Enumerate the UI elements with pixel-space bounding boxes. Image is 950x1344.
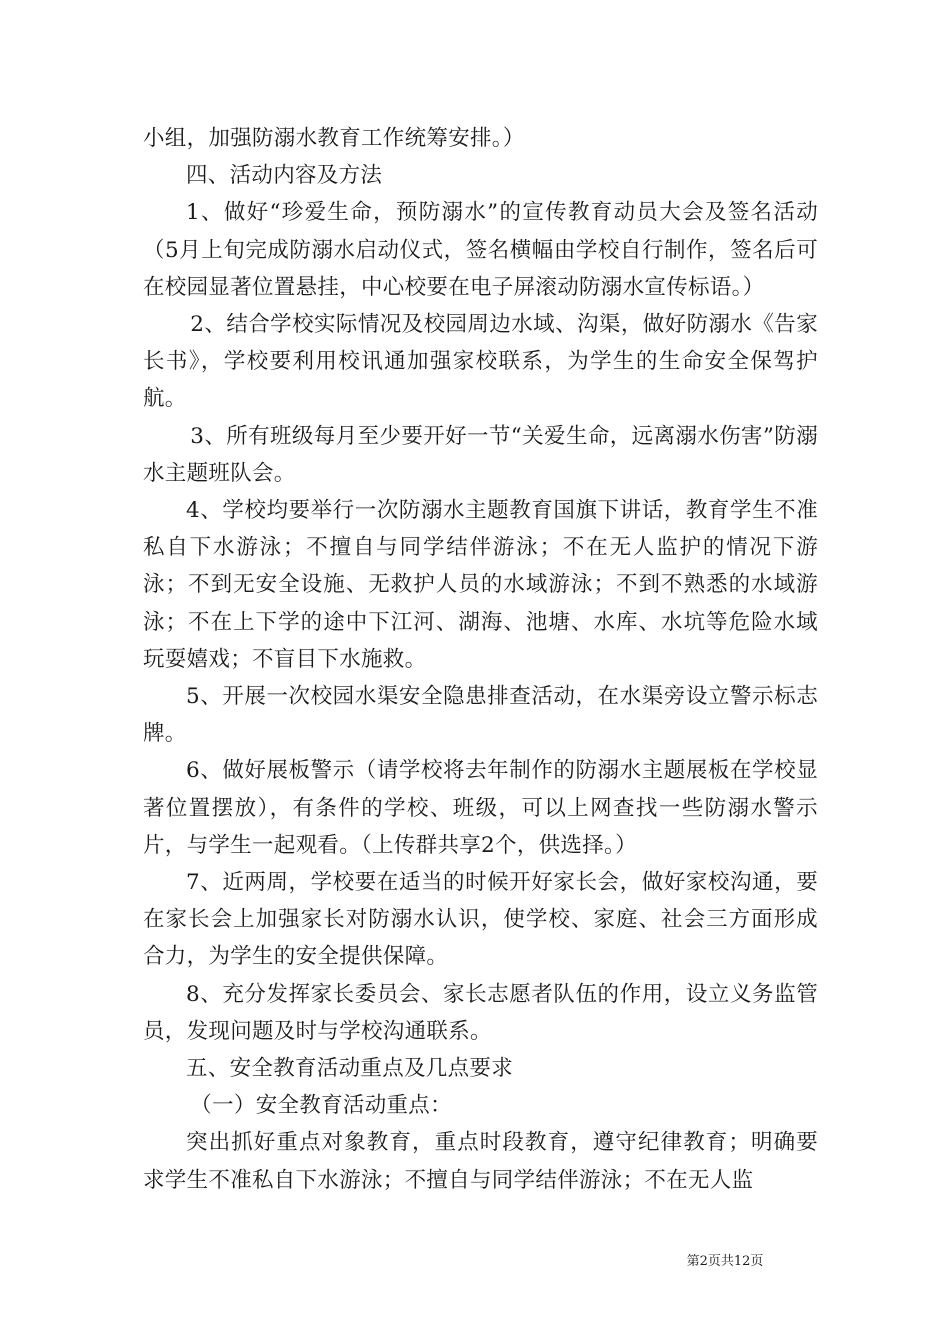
list-item-5: 5、开展一次校园水渠安全隐患排查活动，在水渠旁设立警示标志牌。 <box>143 684 818 747</box>
section-heading-four: 四、活动内容及方法 <box>186 163 383 189</box>
list-item-3: 3、所有班级每月至少要开好一节“关爱生命，远离溺水伤害”防溺水主题班队会。 <box>143 423 818 486</box>
subsection-heading-one: （一）安全教育活动重点： <box>190 1093 452 1119</box>
list-item-6: 6、做好展板警示（请学校将去年制作的防溺水主题展板在学校显著位置摆放），有条件的学校、班级，可以上网查找一些防溺水警示片，与学生一起观看。（上传群共享2个，供选择。） <box>143 758 818 858</box>
list-item-7: 7、近两周，学校要在适当的时候开好家长会，做好家校沟通，要在家长会上加强家长对防溺水认识，使学校、家庭、社会三方面形成合力，为学生的安全提供保障。 <box>143 870 818 970</box>
page-number-footer: 第2页共12页 <box>686 1254 764 1269</box>
list-item-2: 2、结合学校实际情况及校园周边水域、沟渠，做好防溺水《告家长书》，学校要利用校讯通加强家校联系，为学生的生命安全保驾护航。 <box>143 312 818 412</box>
section-heading-five: 五、安全教育活动重点及几点要求 <box>186 1056 514 1082</box>
list-item-8: 8、充分发挥家长委员会、家长志愿者队伍的作用，设立义务监管员，发现问题及时与学校沟通联系。 <box>143 981 818 1044</box>
list-item-1: 1、做好“珍爱生命，预防溺水”的宣传教育动员大会及签名活动（5月上旬完成防溺水启动仪式，签名横幅由学校自行制作，签名后可在校园显著位置悬挂，中心校要在电子屏滚动防溺水宣传标语。） <box>143 200 818 300</box>
paragraph-focus: 突出抓好重点对象教育，重点时段教育，遵守纪律教育；明确要求学生不准私自下水游泳；不擅自与同学结伴游泳；不在无人监 <box>143 1130 818 1193</box>
paragraph-continuation: 小组，加强防溺水教育工作统筹安排。） <box>143 126 525 151</box>
list-item-4: 4、学校均要举行一次防溺水主题教育国旗下讲话，教育学生不准私自下水游泳；不擅自与同学结伴游泳；不在无人监护的情况下游泳；不到无安全设施、无救护人员的水域游泳；不到不熟悉的水域游泳；不在上下学的途中下江河、湖海、池塘、水库、水坑等危险水域玩耍嬉戏；不盲目下水施救。 <box>143 498 818 672</box>
document-body <box>143 120 818 1199</box>
